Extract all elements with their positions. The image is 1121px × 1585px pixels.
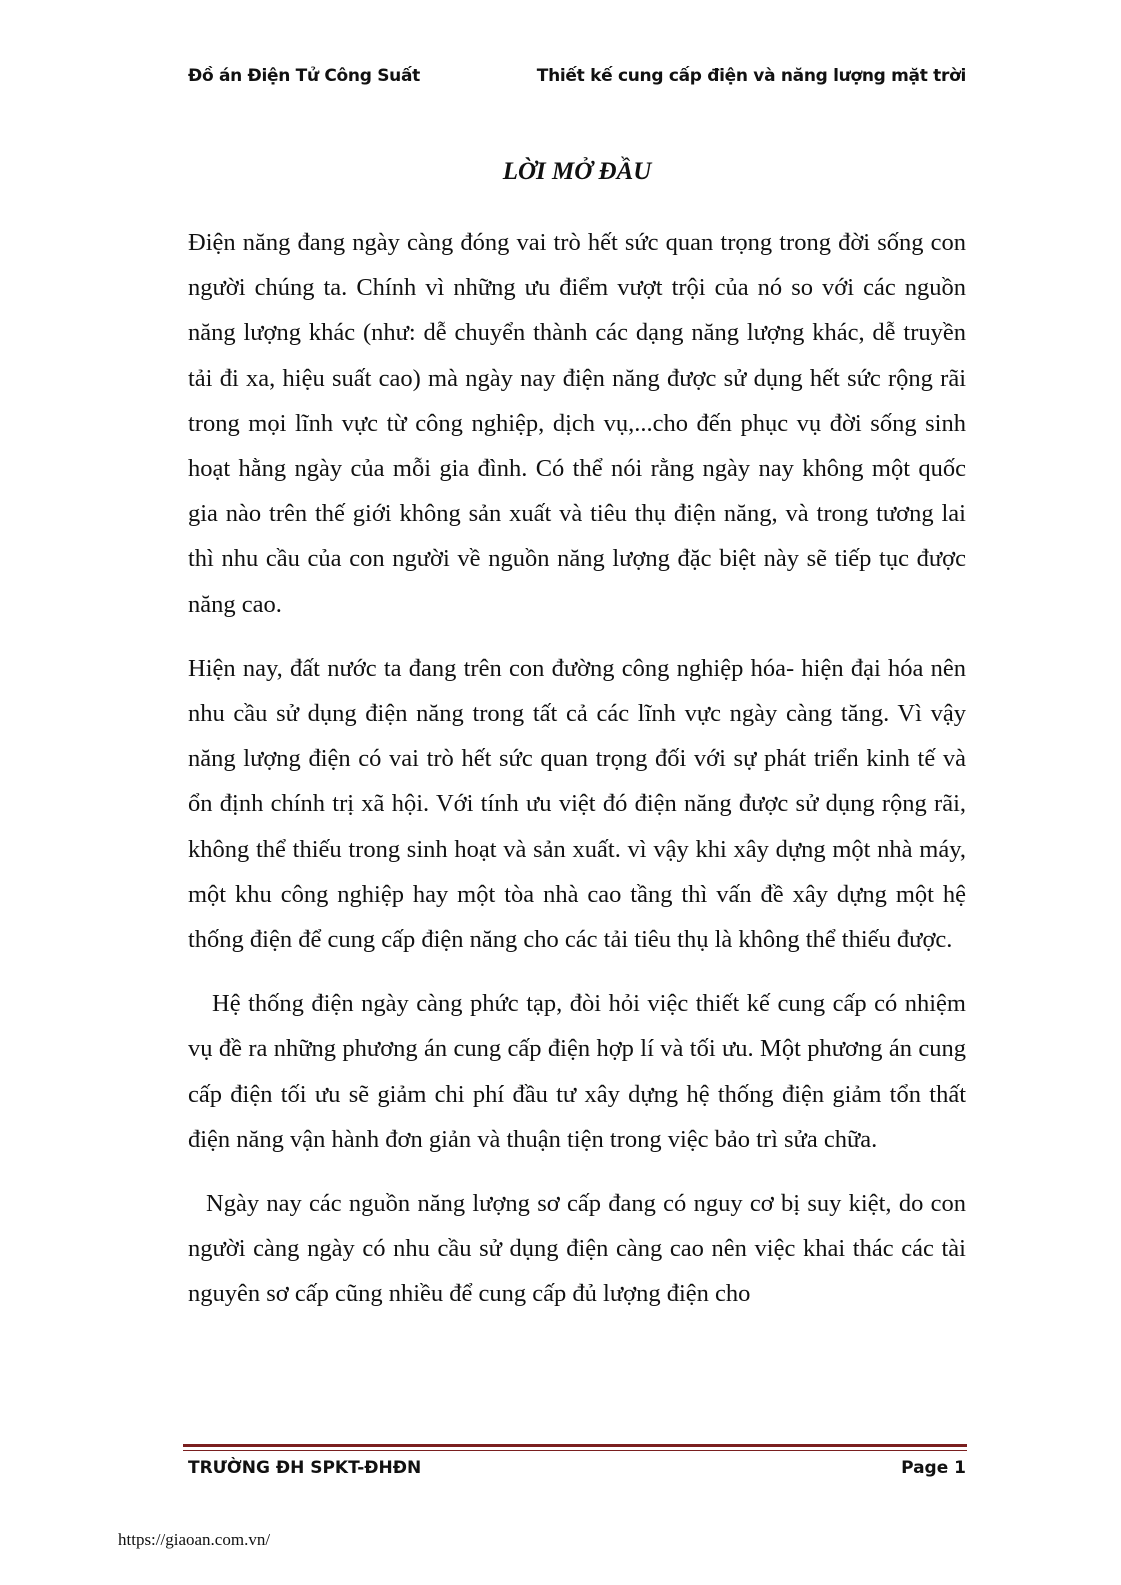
document-body xyxy=(188,220,966,1336)
page-number: Page 1 xyxy=(901,1458,966,1478)
footer-rule-thin xyxy=(183,1450,967,1451)
source-url: https://giaoan.com.vn/ xyxy=(118,1530,271,1549)
footer-school-name: TRƯỜNG ĐH SPKT-ĐHĐN xyxy=(188,1458,422,1478)
paragraph-3: Hệ thống điện ngày càng phức tạp, đòi hỏi việc thiết kế cung cấp có nhiệm vụ đề ra những phương án cung cấp điện hợp lí và tối ưu. Một phương án cung cấp điện tối ưu sẽ giảm chi phí đầu tư xây dựng hệ thống điện giảm tổn thất điện năng vận hành đơn giản và thuận tiện trong việc bảo trì sửa chữa. xyxy=(188,990,966,1153)
page-footer xyxy=(188,1458,966,1484)
paragraph-4: Ngày nay các nguồn năng lượng sơ cấp đang có nguy cơ bị suy kiệt, do con người càng ngày có nhu cầu sử dụng điện càng cao nên việc khai thác các tài nguyên sơ cấp cũng nhiều để cung cấp đủ lượng điện cho xyxy=(188,1190,966,1308)
header-project-title: Thiết kế cung cấp điện và năng lượng mặt trời xyxy=(536,66,966,86)
page-header xyxy=(188,66,966,92)
section-title: LỜI MỞ ĐẦU xyxy=(502,158,652,185)
paragraph-1: Điện năng đang ngày càng đóng vai trò hết sức quan trọng trong đời sống con người chúng ta. Chính vì những ưu điểm vượt trội của nó so với các nguồn năng lượng khác (như: dễ chuyển thành các dạng năng lượng khác, dễ truyền tải đi xa, hiệu suất cao) mà ngày nay điện năng được sử dụng hết sức rộng rãi trong mọi lĩnh vực từ công nghiệp, dịch vụ,...cho đến phục vụ đời sống sinh hoạt hằng ngày của mỗi gia đình. Có thể nói rằng ngày nay không một quốc gia nào trên thế giới không sản xuất và tiêu thụ điện năng, và trong tương lai thì nhu cầu của con người về nguồn năng lượng đặc biệt này sẽ tiếp tục được năng cao. xyxy=(188,229,966,618)
header-course-title: Đồ án Điện Tử Công Suất xyxy=(188,66,420,86)
paragraph-2: Hiện nay, đất nước ta đang trên con đường công nghiệp hóa- hiện đại hóa nên nhu cầu sử dụng điện năng trong tất cả các lĩnh vực ngày càng tăng. Vì vậy năng lượng điện có vai trò hết sức quan trọng đối với sự phát triển kinh tế và ổn định chính trị xã hội. Với tính ưu việt đó điện năng được sử dụng rộng rãi, không thể thiếu trong sinh hoạt và sản xuất. vì vậy khi xây dựng một nhà máy, một khu công nghiệp hay một tòa nhà cao tầng thì vấn đề xây dựng một hệ thống điện để cung cấp điện năng cho các tải tiêu thụ là không thể thiếu được. xyxy=(188,654,966,954)
footer-rule xyxy=(183,1444,967,1447)
